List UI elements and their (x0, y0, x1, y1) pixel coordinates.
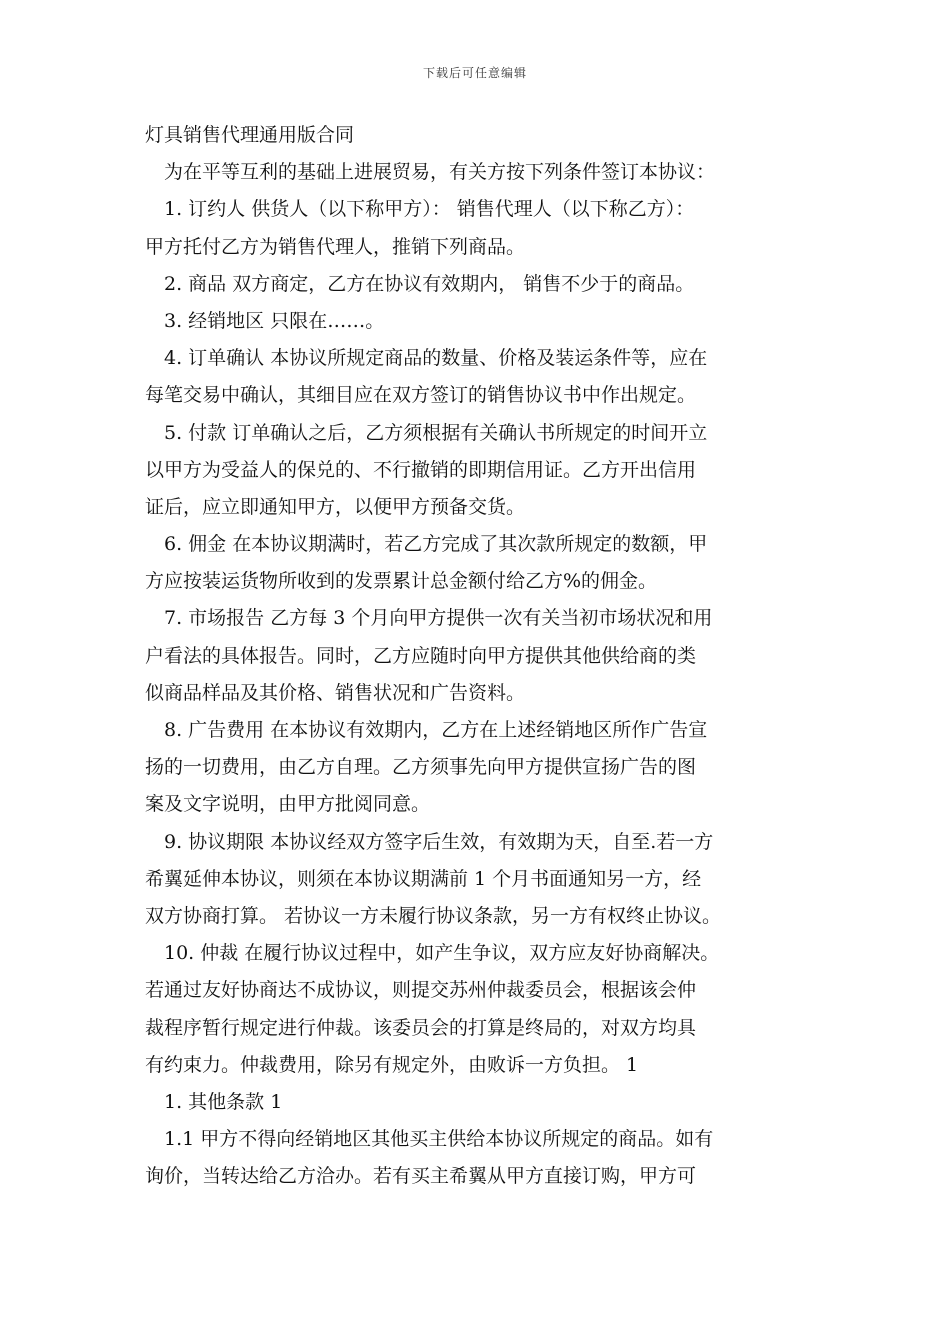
document-line: 甲方托付乙方为销售代理人，推销下列商品。 (145, 235, 526, 258)
document-line: 5. 付款 订单确认之后，乙方须根据有关确认书所规定的时间开立 (164, 421, 708, 444)
document-line: 8. 广告费用 在本协议有效期内，乙方在上述经销地区所作广告宣 (164, 719, 708, 741)
document-line: 4. 订单确认 本协议所规定商品的数量、价格及装运条件等，应在 (164, 347, 708, 370)
document-line: 有约束力。仲裁费用，除另有规定外，由败诉一方负担。 1 (145, 1053, 639, 1076)
document-line: 若通过友好协商达不成协议，则提交苏州仲裁委员会，根据该会仲 (145, 979, 697, 1002)
document-line: 户看法的具体报告。同时，乙方应随时向甲方提供其他供给商的类 (145, 644, 697, 667)
document-line: 2. 商品 双方商定，乙方在协议有效期内， 销售不少于的商品。 (164, 272, 695, 295)
document-line: 裁程序暂行规定进行仲裁。该委员会的打算是终局的，对双方均具 (145, 1016, 697, 1039)
document-line: 以甲方为受益人的保兑的、不行撤销的即期信用证。乙方开出信用 (145, 458, 697, 481)
document-line: 1. 订约人 供货人（以下称甲方）： 销售代理人（以下称乙方）： (164, 198, 695, 221)
document-line: 6. 佣金 在本协议期满时，若乙方完成了其次款所规定的数额，甲 (164, 533, 708, 556)
document-line: 双方协商打算。 若协议一方未履行协议条款，另一方有权终止协议。 (145, 904, 722, 927)
document-line: 每笔交易中确认，其细目应在双方签订的销售协议书中作出规定。 (145, 384, 697, 407)
document-line: 1.1 甲方不得向经销地区其他买主供给本协议所规定的商品。如有 (164, 1128, 714, 1151)
document-line: 证后，应立即通知甲方，以便甲方预备交货。 (145, 495, 526, 518)
document-line: 案及文字说明，由甲方批阅同意。 (145, 793, 431, 816)
document-body (145, 117, 810, 1195)
document-line: 希翼延伸本协议，则须在本协议期满前 1 个月书面通知另一方，经 (145, 867, 702, 890)
document-line: 似商品样品及其价格、销售状况和广告资料。 (145, 681, 526, 704)
document-line: 为在平等互利的基础上进展贸易，有关方按下列条件签订本协议： (164, 161, 716, 184)
document-line: 10. 仲裁 在履行协议过程中，如产生争议，双方应友好协商解决。 (164, 942, 720, 965)
document-title: 灯具销售代理通用版合同 (145, 124, 355, 146)
document-line: 方应按装运货物所收到的发票累计总金额付给乙方%的佣金。 (145, 570, 658, 593)
header-note: 下载后可任意编辑 (422, 66, 527, 80)
document-line: 询价，当转达给乙方洽办。若有买主希翼从甲方直接订购，甲方可 (145, 1165, 697, 1188)
document-line: 1. 其他条款 1 (164, 1090, 283, 1113)
document-line: 9. 协议期限 本协议经双方签字后生效，有效期为天，自至.若一方 (164, 830, 714, 853)
document-line: 3. 经销地区 只限在……。 (164, 309, 385, 332)
document-line: 7. 市场报告 乙方每 3 个月向甲方提供一次有关当初市场状况和用 (164, 607, 713, 630)
document-line: 扬的一切费用，由乙方自理。乙方须事先向甲方提供宣扬广告的图 (145, 756, 697, 779)
